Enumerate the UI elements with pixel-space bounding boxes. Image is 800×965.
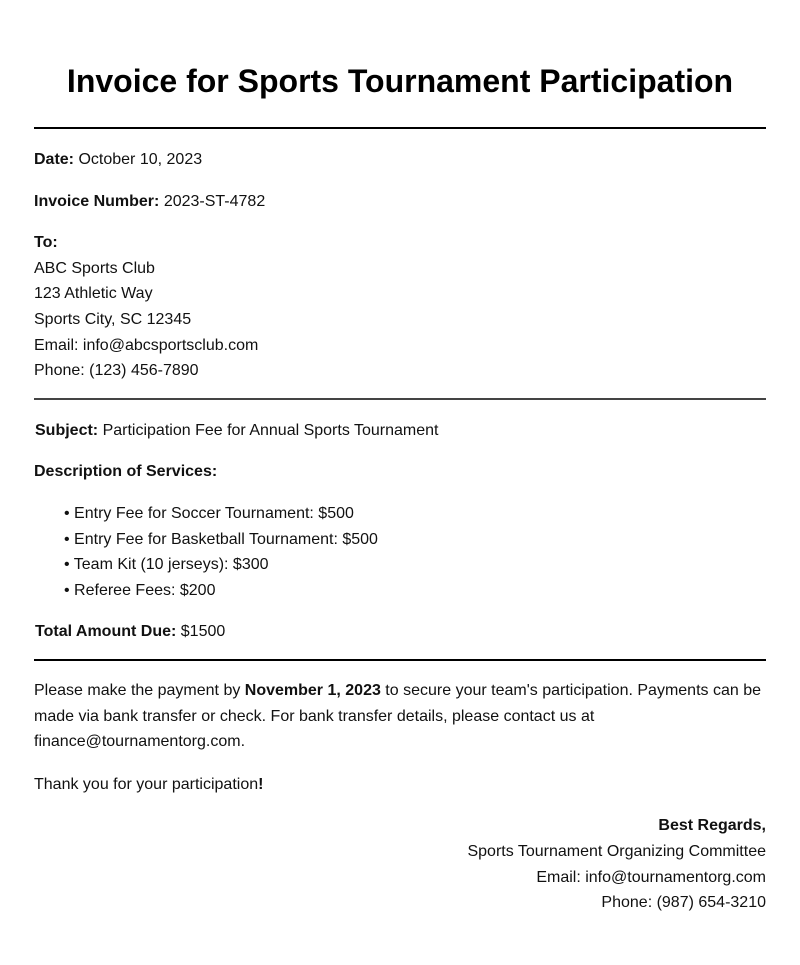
recipient-name: ABC Sports Club <box>34 260 155 277</box>
subject-line <box>35 421 438 441</box>
invoice-number <box>34 192 265 212</box>
total-label: Total Amount Due: <box>35 623 177 640</box>
recipient-label: To: <box>34 234 58 251</box>
signature-closing: Best Regards, <box>658 817 766 834</box>
recipient-phone: Phone: (123) 456-7890 <box>34 362 199 379</box>
recipient-email: Email: info@abcsportsclub.com <box>34 337 259 354</box>
invoice-number-value: 2023-ST-4782 <box>163 193 266 210</box>
service-item-text: Referee Fees: $200 <box>74 582 216 599</box>
signature-phone: Phone: (987) 654-3210 <box>601 894 766 911</box>
service-item-text: Entry Fee for Soccer Tournament: $500 <box>74 505 354 522</box>
recipient-city: Sports City, SC 12345 <box>34 311 192 328</box>
invoice-title: Invoice for Sports Tournament Participation <box>66 63 734 99</box>
thank-you-text: Thank you for your participation <box>34 776 259 793</box>
subject-value: Participation Fee for Annual Sports Tournament <box>102 422 439 439</box>
signature-organization: Sports Tournament Organizing Committee <box>467 843 766 860</box>
subject-label: Subject: <box>35 422 99 439</box>
date-label: Date: <box>34 151 75 168</box>
services-label: Description of Services: <box>34 463 218 480</box>
service-item: • Referee Fees: $200 <box>64 582 216 599</box>
payment-text-before: Please make the payment by <box>34 682 245 699</box>
service-item: • Team Kit (10 jerseys): $300 <box>64 556 269 573</box>
service-item: • Entry Fee for Soccer Tournament: $500 <box>64 505 354 522</box>
divider <box>34 398 766 400</box>
recipient-street: 123 Athletic Way <box>34 285 153 302</box>
invoice-number-label: Invoice Number: <box>34 193 160 210</box>
date-value: October 10, 2023 <box>78 151 203 168</box>
total-amount <box>35 622 225 642</box>
payment-instructions <box>34 678 766 755</box>
divider <box>34 659 766 661</box>
divider <box>34 127 766 129</box>
thank-you-note <box>34 775 263 795</box>
payment-deadline: November 1, 2023 <box>244 682 381 699</box>
invoice-date <box>34 150 202 170</box>
signature-email: Email: info@tournamentorg.com <box>536 869 766 886</box>
thank-you-mark: ! <box>258 776 264 793</box>
payment-text-after: to secure your team's participation. Payments can be made via bank transfer or check. For bank transfer details, please contact us at finance@tournamentorg.com. <box>34 682 761 750</box>
total-value: $1500 <box>180 623 226 640</box>
service-item: • Entry Fee for Basketball Tournament: $500 <box>64 531 378 548</box>
service-item-text: Entry Fee for Basketball Tournament: $500 <box>74 531 378 548</box>
service-item-text: Team Kit (10 jerseys): $300 <box>73 556 269 573</box>
